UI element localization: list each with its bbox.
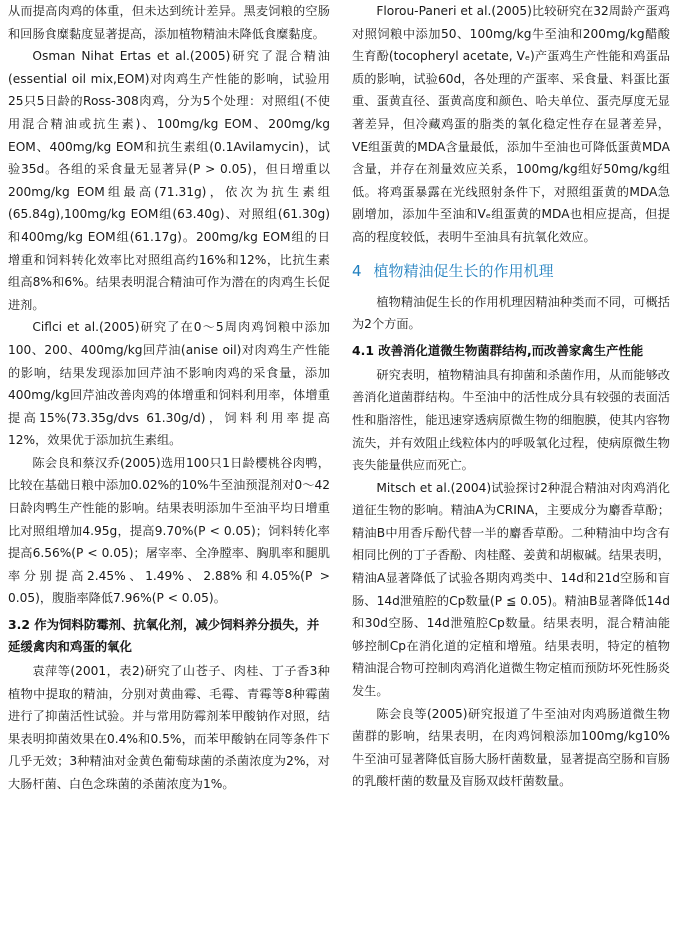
paragraph-research: 研究表明，植物精油具有抑菌和杀菌作用，从而能够改善消化道菌群结构。牛至油中的活性成分具有较强的表面活性和脂溶性，能迅速穿透病原微生物的细胞膜，使其内容物流失，并有效阻止线粒体内的呼吸氧化过程，使病原微生物丧失能量供应而死亡。 <box>352 367 670 473</box>
paragraph-chen-2005: 陈会良等(2005)研究报道了牛至油对肉鸡肠道微生物菌群的影响，结果表明，在肉鸡饲粮添加100mg/kg10%牛至油可显著降低盲肠大肠杆菌数量，显著提高空肠和盲肠的乳酸杆菌的数量及盲肠双歧杆菌数量。 <box>352 706 670 789</box>
subsection-heading-4-1: 4.1 改善消化道微生物菌群结构,而改善家禽生产性能 <box>352 342 644 358</box>
section-heading-4 <box>352 259 670 283</box>
paragraph-yuan: 袁萍等(2001，表2)研究了山苍子、肉桂、丁子香3种植物中提取的精油，分别对黄曲霉、毛霉、青霉等8种霉菌进行了抑菌活性试验。并与常用防霉剂苯甲酸钠作对照，结果表明抑菌效果在0.4%和0.5%，而苯甲酸钠在同等条件下几乎无效；3种精油对金黄色葡萄球菌的杀菌浓度为2%，对大肠杆菌、白色念珠菌的杀菌浓度为1%。 <box>8 664 330 791</box>
paragraph-chen-cai: 陈会良和蔡汉乔(2005)选用100只1日龄樱桃谷肉鸭，比较在基础日粮中添加0.02%的10%牛至油预混剂对0～42日龄肉鸭生产性能的影响。结果表明添加牛至油平均日增重比对照组增加4.95g，提高9.70%(P < 0.05)；饲料转化率提高6.56%(P < 0.05)；屠宰率、全净膛率、胸肌率和腿肌率分别提高2.45%、1.49%、2.88%和4.05%(P > 0.05)，腹脂率降低7.96%(P < 0.05)。 <box>8 455 330 606</box>
paragraph-mitsch: Mitsch et al.(2004)试验探讨2种混合精油对肉鸡消化道征生物的影响。精油A为CRINA，主要成分为麝香草酚；精油B中用香斥酚代替一半的麝香草酚。二种精油中均含有相同比例的丁子香酚、肉桂醛、姜黄和胡椒碱。结果表明，精油A显著降低了试验各期肉鸡类中、14d和21d空肠和盲肠、14d泄殖腔的Cp数量(P ≦ 0.05)。精油B显著降低14d和30d空肠、14d泄殖腔Cp数量。结果表明，混合精油能够控制Cp在消化道的定植和增殖。结果表明，特定的植物精油混合物可控制肉鸡消化道微生物定植而预防坏死性肠炎发生。 <box>352 480 670 699</box>
paragraph-ciflci: Ciflci et al.(2005)研究了在0～5周肉鸡饲粮中添加100、200、400mg/kg回芹油(anise oil)对肉鸡生产性能的影响，结果发现添加回芹油不影响肉鸡的采食量，添加400mg/kg回芹油改善肉鸡的体增重和饲料利用率，体增重提高15%(73.35g/dvs 61.30g/d)，饲料利用率提高12%，效果优于添加抗生素组。 <box>8 320 330 448</box>
left-column <box>8 0 330 796</box>
section-title: 植物精油促生长的作用机理 <box>373 261 554 280</box>
right-column <box>352 0 670 793</box>
paragraph-mechanism: 植物精油促生长的作用机理因精油种类而不同，可概括为2个方面。 <box>352 294 670 332</box>
subsection-heading-3-2: 3.2 作为饲料防霉剂、抗氧化剂，减少饲料养分损失，并延缓禽肉和鸡蛋的氧化 <box>8 617 320 655</box>
section-number: 4 <box>352 261 362 280</box>
paragraph-intro-continuation: 从而提高肉鸡的体重，但未达到统计差异。黑麦饲粮的空肠和回肠食糜黏度显著提高，添加植物精油未降低食糜黏度。 <box>8 4 330 41</box>
paragraph-florou: Florou-Paneri et al.(2005)比较研究在32周龄产蛋鸡对照饲粮中添加50、100mg/kg牛至油和200mg/kg醋酸生育酚(tocopheryl acetate, Vₑ)产蛋鸡生产性能和鸡蛋品质的影响，试验60d，各处理的产蛋率、采食量、料蛋比蛋重、蛋黄直径、蛋黄高度和颜色、哈夫单位、蛋壳厚度无显著差异，但冷藏鸡蛋的脂类的氧化稳定性存在显著差异，VE组蛋黄的MDA含量最低，添加牛至油也可降低蛋黄MDA含量，并存在剂量效应关系，100mg/kg组好50mg/kg组低。将鸡蛋暴露在光线照射条件下，对照组蛋黄的MDA急剧增加，添加牛至油和Vₑ组蛋黄的MDA也相应提高，但提高的程度较低，表明牛至油具有抗氧化效应。 <box>352 4 670 244</box>
paragraph-osman: Osman Nihat Ertas et al.(2005)研究了混合精油(essential oil mix,EOM)对肉鸡生产性能的影响，试验用25只5日龄的Ross-308肉鸡，分为5个处理：对照组(不使用混合精油或抗生素)、100mg/kg EOM、200mg/kg EOM、400mg/kg EOM和抗生素组(0.1Avilamycin)，试验35d。各组的采食量无显著异(P > 0.05)，但日增重以200mg/kg EOM组最高(71.31g)，依次为抗生素组(65.84g),100mg/kg EOM组(63.40g)、对照组(61.30g)和400mg/kg EOM组(61.17g)。200mg/kg EOM组的日增重和饲料转化效率比对照组高约16%和12%，比抗生素组高8%和6%。结果表明混合精油可作为潜在的肉鸡生长促进剂。 <box>8 49 330 312</box>
